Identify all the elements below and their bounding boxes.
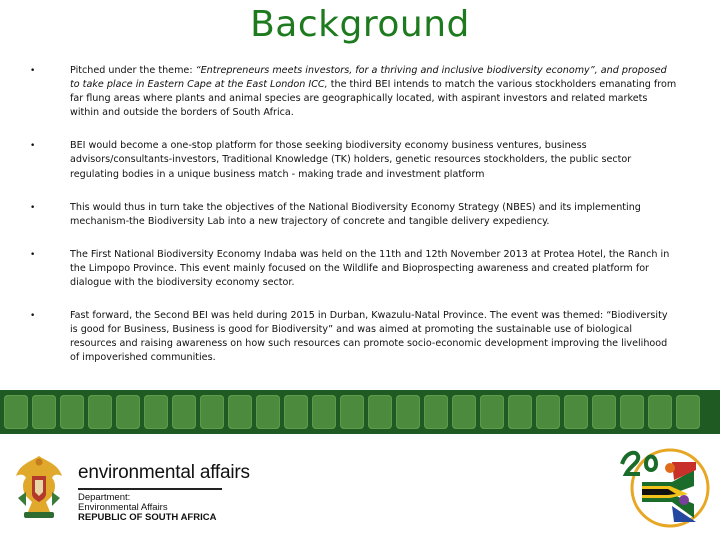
department-line-2: Environmental Affairs [78,502,168,513]
decorative-tile [172,395,196,429]
decorative-tile [564,395,588,429]
decorative-tile [620,395,644,429]
decorative-tile [88,395,112,429]
decorative-tile [312,395,336,429]
bullet-text: Fast forward, the Second BEI was held during 2015 in Durban, Kwazulu-Natal Province. The event was themed: “Biodiversity is good for Business, Business is good for Biodiversity” and was aimed at promoting the sustainable use of biological resources and raising awareness on how such resources can promote socio-economic development improving the livelihood of impoverished communities. [70,310,668,364]
decorative-tile-band [0,390,720,434]
decorative-tile [228,395,252,429]
decorative-tile [116,395,140,429]
bullet-item-2 [30,139,678,181]
bullet-lead: Pitched under the theme: [70,65,196,76]
bullet-marker: • [30,249,36,260]
decorative-tile [508,395,532,429]
slide-title: Background [250,4,470,45]
bullet-emphasis: “Entrepreneurs meets investors, for a thriving and inclusive biodiversity economy”, and proposed to take place in Eastern Cape at the East London ICC, [70,65,667,91]
bullet-item-1 [30,64,678,120]
bullet-text: The First National Biodiversity Economy Indaba was held on the 11th and 12th November 2013 at Protea Hotel, the Ranch in the Limpopo Province. This event mainly focused on the Wildlife and Bioprospecting awareness and created platform for dialogue with the biodiversity economy sector. [70,248,670,289]
decorative-tile [32,395,56,429]
decorative-tile [648,395,672,429]
department-brand: environmental affairs [78,462,250,483]
decorative-tile [60,395,84,429]
decorative-tile [200,395,224,429]
decorative-tile [480,395,504,429]
decorative-tile [368,395,392,429]
decorative-tile [256,395,280,429]
decorative-tile [4,395,28,429]
footer [0,434,720,540]
bullet-text: BEI would become a one-stop platform for those seeking biodiversity economy business ventures, business advisors/consultants-investors, Traditional Knowledge (TK) holders, genetic resources stockholders, the public sector regulating bodies in a unique business match - making trade and investment platform [70,140,632,180]
bullet-marker: • [30,311,36,322]
bullet-marker: • [30,141,36,152]
bullet-marker: • [30,202,36,213]
decorative-tile [284,395,308,429]
bullet-text [70,65,676,118]
department-block [78,462,250,523]
bullet-item-5 [30,309,678,365]
decorative-tile [424,395,448,429]
bullet-text: This would thus in turn take the objectives of the National Biodiversity Economy Strategy (NBES) and its implementing mechanism-the Biodiversity Lab into a new trajectory of concrete and tangible delivery expediency. [70,201,641,227]
bullet-rest: the third BEI intends to match the various stockholders emanating from far flung areas where plants and animal species are geographically located, with aspirant investors and related markets within and outside the borders of South Africa. [70,79,677,119]
coat-of-arms-icon [10,452,68,524]
country-line: REPUBLIC OF SOUTH AFRICA [78,512,217,523]
decorative-tile [452,395,476,429]
department-rule [78,488,222,490]
bullet-list [30,64,678,385]
bullet-item-4 [30,248,678,290]
department-line-1: Department: [78,492,131,503]
decorative-tile [144,395,168,429]
decorative-tile [340,395,364,429]
twenty-years-of-freedom-logo [612,442,712,534]
decorative-tile [396,395,420,429]
decorative-tile [676,395,700,429]
decorative-tile [592,395,616,429]
bullet-marker: • [30,66,36,76]
decorative-tile [536,395,560,429]
bullet-item-3 [30,201,678,229]
